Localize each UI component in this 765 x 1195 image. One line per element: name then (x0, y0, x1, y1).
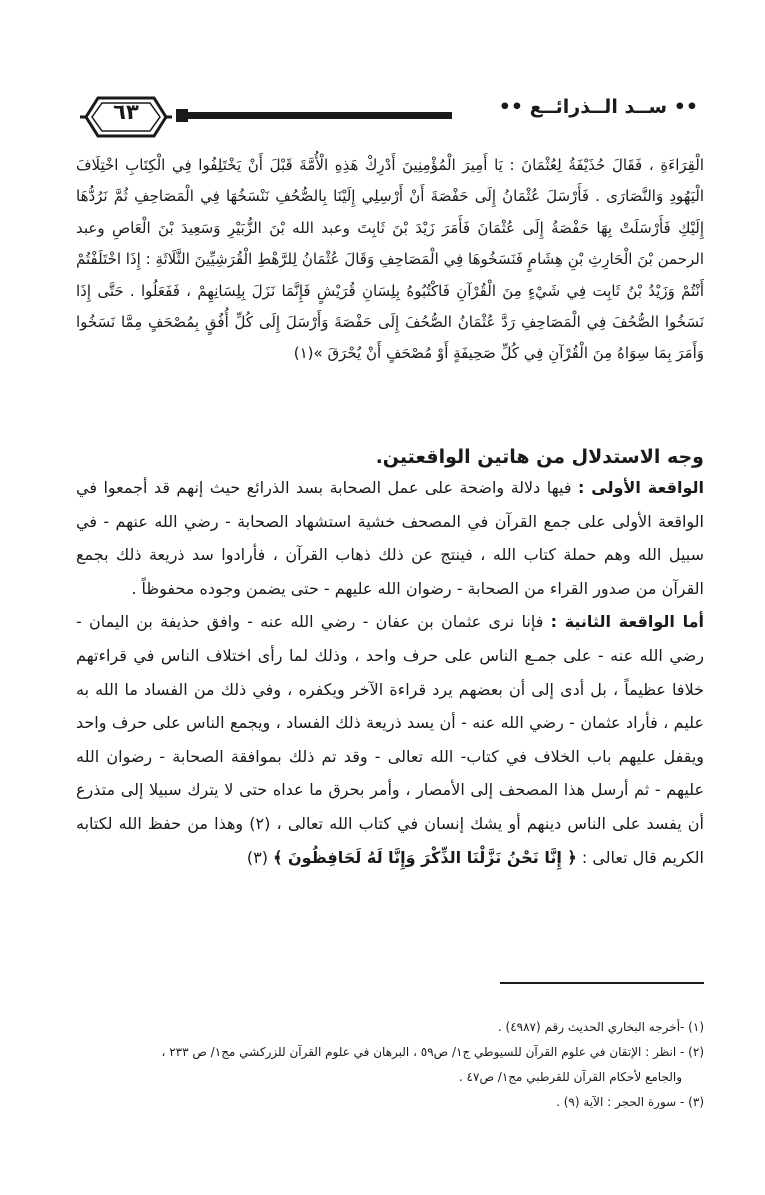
footnote-item: (١) -أخرجه البخاري الحديث رقم (٤٩٨٧) . (497, 1020, 704, 1034)
footnotes (76, 1015, 704, 1115)
header-rule (182, 112, 452, 119)
footnote-item: (٣) - سورة الحجر : الآية (٩) . (556, 1095, 704, 1109)
hadith-quote: الْقِرَاءَةِ ، فَقَالَ حُذَيْفَةُ لِعُثْمَانَ : يَا أَمِيرَ الْمُؤْمِنِينَ أَدْرِكْ هَذِهِ الْأُمَّةَ قَبْلَ أَنْ يَخْتَلِفُوا فِي الْكِتَابِ اخْتِلَافَ الْيَهُودِ وَالنَّصَارَى . فَأَرْسَلَ عُثْمَانُ إِلَى حَفْصَةَ أَنْ أَرْسِلِي إِلَيْنَا بِالصُّحُفِ نَنْسَخُهَا فِي الْمَصَاحِفِ ثُمَّ نَرُدُّهَا إِلَيْكِ فَأَرْسَلَتْ بِهَا حَفْصَةُ إِلَى عُثْمَانَ فَأَمَرَ زَيْدَ بْنَ ثَابِتَ وعبد الله بْنَ الزُّبَيْرِ وَسَعِيدَ بْنَ الْعَاصِ وعبد الرحمن بْنَ الْحَارِثِ بْنِ هِشَامٍ فَنَسَخُوهَا فِي الْمَصَاحِفِ وَقَالَ عُثْمَانُ لِلرَّهْطِ الْقُرَشِيِّينَ الثَّلَاثَةِ : إِذَا اخْتَلَفْتُمْ أَنْتُمْ وَزَيْدُ بْنُ ثَابِت فِي شَيْءٍ مِنَ الْقُرْآنِ فَاكْتُبُوهُ بِلِسَانِ قُرَيْشٍ فَإِنَّمَا نَزَلَ بِلِسَانِهِمْ ، فَفَعَلُوا . حَتَّى إِذَا نَسَخُوا الصُّحُفَ فِي الْمَصَاحِفِ رَدَّ عُثْمَانُ الصُّحُفَ إِلَى حَفْصَةَ وَأَرْسَلَ إِلَى كُلِّ أُفُقٍ بِمُصْحَفٍ مِمَّا نَسَخُوا وَأَمَرَ بِمَا سِوَاهُ مِنَ الْقُرْآنِ فِي كُلِّ صَحِيفَةٍ أَوْ مُصْحَفٍ أَنْ يُحْرَقَ »(١) (76, 156, 704, 363)
main-text (76, 471, 704, 874)
paragraph-text: فيها دلالة واضحة على عمل الصحابة بسد الذرائع حيث إنهم قد أجمعوا في الواقعة الأولى على جمع القرآن في المصحف خشية استشهاد الصحابة - رضي الله عنهم - في سبيل الله وهم حملة كتاب الله ، فينتج عن ذلك ذهاب القرآن ، فأرادوا سد ذريعة ذلك بجمع القرآن من صدور القراء من الصحابة - رضوان الله عليهم - حتى يضمن وجوده محفوظاً . (76, 478, 704, 598)
footnote-rule (500, 982, 704, 984)
quran-verse: ﴿ إِنَّا نَحْنُ نَزَّلْنَا الذِّكْرَ وَإِنَّا لَهُ لَحَافِظُونَ ﴾ (273, 847, 577, 867)
running-title: •• ســد الــذرائــع •• (498, 96, 698, 118)
paragraph-first-incident (76, 471, 704, 605)
paragraph-label: أما الواقعة الثانية : (550, 612, 705, 632)
paragraph-text: فإنا نرى عثمان بن عفان - رضي الله عنه - وافق حذيفة بن اليمان - رضي الله عنه - على جمـع الناس على حرف واحد ، وذلك لما رأى اختلاف الناس في قراءتهم خلافا عظيماً ، بل أدى إلى أن بعضهم يرد قراءة الآخر ويكفره ، وفي ذلك من الفساد ما الله به عليم ، فأراد عثمان - رضي الله عنه - أن يسد ذريعة ذلك الفساد ، ويجمع الناس على حرف واحد ويقفل عليهم باب الخلاف في كتاب- الله تعالى - وقد تم ذلك بموافقة الصحابة - رضوان الله عليهم - ثم أرسل هذا المصحف إلى الأمصار ، وأمر بحرق ما عداه حتى لا يترك سبيلا إلى متذرع أن يفسد على الناس دينهم أو يشك إنسان في كتاب الله تعالى ، (٢) وهذا من حفظ الله لكتابه الكريم قال تعالى : (76, 612, 704, 867)
footnote-item: (٢) - انظر : الإتقان في علوم القرآن للسيوطي ج١/ ص٥٩ ، البرهان في علوم القرآن للزركشي مج١/ ص ٢٣٣ ، (161, 1045, 704, 1059)
verse-footnote-ref: (٣) (246, 847, 274, 867)
page-number: ٦٣ (113, 100, 139, 124)
section-title: وجه الاستدلال من هاتين الواقعتين. (375, 446, 704, 468)
paragraph-label: الواقعة الأولى : (577, 478, 704, 497)
footnote-item-continuation: والجامع لأحكام القرآن للقرطبي مج١/ ص٤٧ . (458, 1070, 682, 1084)
paragraph-second-incident (76, 605, 704, 874)
page-header (78, 92, 698, 142)
